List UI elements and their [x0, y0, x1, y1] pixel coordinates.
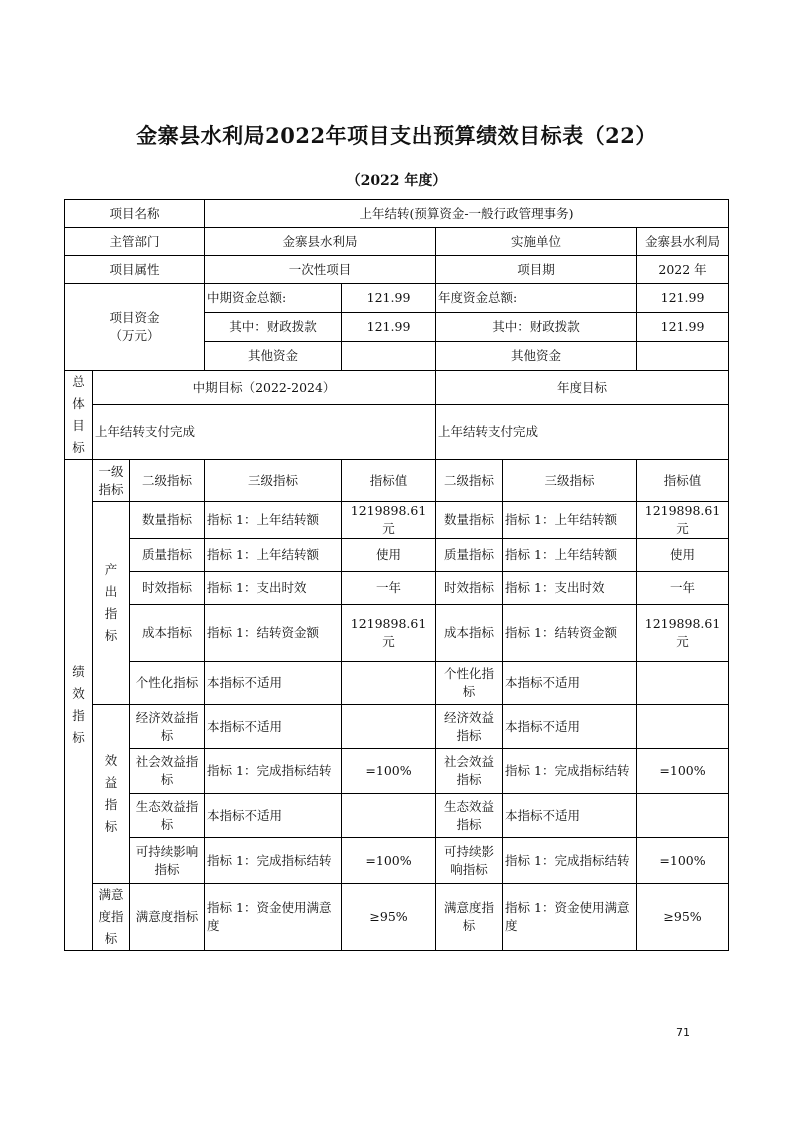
header-l3: 三级指标: [205, 460, 342, 502]
cell-l2: 个性化指标: [130, 662, 205, 705]
table-row: [65, 884, 729, 951]
attr-value: 一次性项目: [205, 256, 436, 284]
cell-l3: 本指标不适用: [205, 662, 342, 705]
indicators-label: [65, 460, 93, 951]
benefit-label-char: 指: [104, 797, 118, 812]
attr-label: 项目属性: [65, 256, 205, 284]
table-row: [65, 539, 729, 572]
cell-l2b: 生态效益指标: [436, 794, 503, 838]
mid-goal-text: 上年结转支付完成: [93, 405, 436, 460]
header-l1: 一级指标: [93, 460, 130, 502]
mid-total-label: 中期资金总额:: [205, 284, 342, 313]
cell-l2b: 满意度指标: [436, 884, 503, 951]
benefit-label-char: 效: [104, 753, 118, 768]
period-label: 项目期: [436, 256, 637, 284]
dept-value: 金寨县水利局: [205, 228, 436, 256]
cell-l2: 社会效益指标: [130, 749, 205, 794]
output-label-char: 产: [104, 562, 118, 577]
mid-total-value: 121.99: [342, 284, 436, 313]
output-label: [93, 502, 130, 705]
fund-label: [65, 284, 205, 371]
cell-valb: 1219898.61 元: [637, 605, 729, 662]
cell-l2b: 个性化指标: [436, 662, 503, 705]
impl-value: 金寨县水利局: [637, 228, 729, 256]
header-l2b: 二级指标: [436, 460, 503, 502]
cell-l3: 本指标不适用: [205, 794, 342, 838]
header-l3b: 三级指标: [503, 460, 637, 502]
cell-valb: =100%: [637, 749, 729, 794]
table-row: [65, 572, 729, 605]
cell-valb: =100%: [637, 838, 729, 884]
cell-l3: 本指标不适用: [205, 705, 342, 749]
cell-l2b: 可持续影响指标: [436, 838, 503, 884]
year-goal-header: 年度目标: [436, 371, 729, 405]
table-row: [65, 502, 729, 539]
cell-l3: 指标 1：资金使用满意度: [205, 884, 342, 951]
performance-table: [64, 199, 729, 951]
cell-l3b: 指标 1：资金使用满意度: [503, 884, 637, 951]
cell-l2: 可持续影响指标: [130, 838, 205, 884]
page-title: 金寨县水利局2022年项目支出预算绩效目标表（22）: [136, 123, 657, 148]
cell-l2b: 质量指标: [436, 539, 503, 572]
cell-val: [342, 794, 436, 838]
indicators-label-char: 绩: [72, 664, 85, 679]
year-other-value: [637, 342, 729, 371]
cell-l2b: 数量指标: [436, 502, 503, 539]
cell-l3: 指标 1：完成指标结转: [205, 749, 342, 794]
project-name-label: 项目名称: [65, 200, 205, 228]
header-val: 指标值: [342, 460, 436, 502]
benefit-label-char: 益: [104, 775, 118, 790]
year-total-value: 121.99: [637, 284, 729, 313]
header-l2: 二级指标: [130, 460, 205, 502]
table-row: [65, 605, 729, 662]
indicators-label-char: 指: [72, 708, 85, 723]
year-other-label: 其他资金: [436, 342, 637, 371]
page-number: 71: [676, 1026, 690, 1039]
cell-l2: 满意度指标: [130, 884, 205, 951]
cell-valb: [637, 794, 729, 838]
goals-label-char: 目: [72, 418, 85, 433]
cell-val: =100%: [342, 749, 436, 794]
cell-val: ≥95%: [342, 884, 436, 951]
goals-label-char: 总: [72, 374, 85, 389]
cell-l2: 生态效益指标: [130, 794, 205, 838]
table-row: [65, 705, 729, 749]
cell-val: =100%: [342, 838, 436, 884]
cell-l3b: 本指标不适用: [503, 705, 637, 749]
project-name: 上年结转(预算资金-一般行政管理事务): [205, 200, 729, 228]
cell-l3b: 指标 1：上年结转额: [503, 539, 637, 572]
cell-l3: 指标 1：上年结转额: [205, 539, 342, 572]
fund-label-line1: 项目资金: [109, 310, 160, 325]
output-label-char: 指: [104, 606, 118, 621]
cell-valb: 使用: [637, 539, 729, 572]
benefit-label-char: 标: [104, 819, 118, 834]
cell-l3: 指标 1：上年结转额: [205, 502, 342, 539]
output-label-char: 出: [104, 584, 118, 599]
cell-val: 1219898.61 元: [342, 502, 436, 539]
cell-l3b: 指标 1：完成指标结转: [503, 838, 637, 884]
indicators-label-char: 标: [72, 730, 85, 745]
cell-valb: [637, 662, 729, 705]
cell-val: 使用: [342, 539, 436, 572]
cell-l3: 指标 1：支出时效: [205, 572, 342, 605]
header-valb: 指标值: [637, 460, 729, 502]
period-value: 2022 年: [637, 256, 729, 284]
cell-val: [342, 705, 436, 749]
mid-goal-header: 中期目标（2022-2024）: [93, 371, 436, 405]
row-fund-total: [65, 284, 729, 313]
cell-l3b: 指标 1：结转资金额: [503, 605, 637, 662]
cell-valb: ≥95%: [637, 884, 729, 951]
cell-l3b: 指标 1：上年结转额: [503, 502, 637, 539]
year-fiscal-value: 121.99: [637, 313, 729, 342]
cell-l2: 成本指标: [130, 605, 205, 662]
table-row: [65, 662, 729, 705]
cell-l2: 质量指标: [130, 539, 205, 572]
row-indicator-header: [65, 460, 729, 502]
goals-label-char: 标: [72, 440, 85, 455]
goals-label: [65, 371, 93, 460]
goals-label-char: 体: [72, 396, 85, 411]
year-total-label: 年度资金总额:: [436, 284, 637, 313]
table-row: [65, 749, 729, 794]
cell-val: 一年: [342, 572, 436, 605]
cell-l3b: 指标 1：完成指标结转: [503, 749, 637, 794]
cell-l3: 指标 1：完成指标结转: [205, 838, 342, 884]
cell-l2: 时效指标: [130, 572, 205, 605]
row-dept: [65, 228, 729, 256]
mid-fiscal-value: 121.99: [342, 313, 436, 342]
dept-label: 主管部门: [65, 228, 205, 256]
cell-l2b: 经济效益指标: [436, 705, 503, 749]
year-goal-text: 上年结转支付完成: [436, 405, 729, 460]
row-goals-header: [65, 371, 729, 405]
cell-valb: [637, 705, 729, 749]
cell-valb: 1219898.61 元: [637, 502, 729, 539]
cell-valb: 一年: [637, 572, 729, 605]
indicators-label-char: 效: [72, 686, 85, 701]
cell-val: [342, 662, 436, 705]
table-row: [65, 794, 729, 838]
cell-l2b: 社会效益指标: [436, 749, 503, 794]
impl-label: 实施单位: [436, 228, 637, 256]
satisfaction-label: 满意度指标: [93, 884, 130, 951]
cell-l3b: 本指标不适用: [503, 794, 637, 838]
cell-l3: 指标 1：结转资金额: [205, 605, 342, 662]
mid-fiscal-label: 其中：财政拨款: [205, 313, 342, 342]
cell-l3b: 指标 1：支出时效: [503, 572, 637, 605]
mid-other-label: 其他资金: [205, 342, 342, 371]
output-label-char: 标: [104, 628, 118, 643]
row-project-name: [65, 200, 729, 228]
cell-l2: 数量指标: [130, 502, 205, 539]
fund-label-line2: （万元）: [109, 328, 160, 343]
cell-l3b: 本指标不适用: [503, 662, 637, 705]
cell-l2: 经济效益指标: [130, 705, 205, 749]
benefit-label: [93, 705, 130, 884]
row-goals-text: [65, 405, 729, 460]
table-row: [65, 838, 729, 884]
year-fiscal-label: 其中：财政拨款: [436, 313, 637, 342]
page-subtitle: （2022 年度）: [346, 173, 447, 189]
cell-l2b: 成本指标: [436, 605, 503, 662]
cell-l2b: 时效指标: [436, 572, 503, 605]
cell-val: 1219898.61 元: [342, 605, 436, 662]
mid-other-value: [342, 342, 436, 371]
row-attr: [65, 256, 729, 284]
